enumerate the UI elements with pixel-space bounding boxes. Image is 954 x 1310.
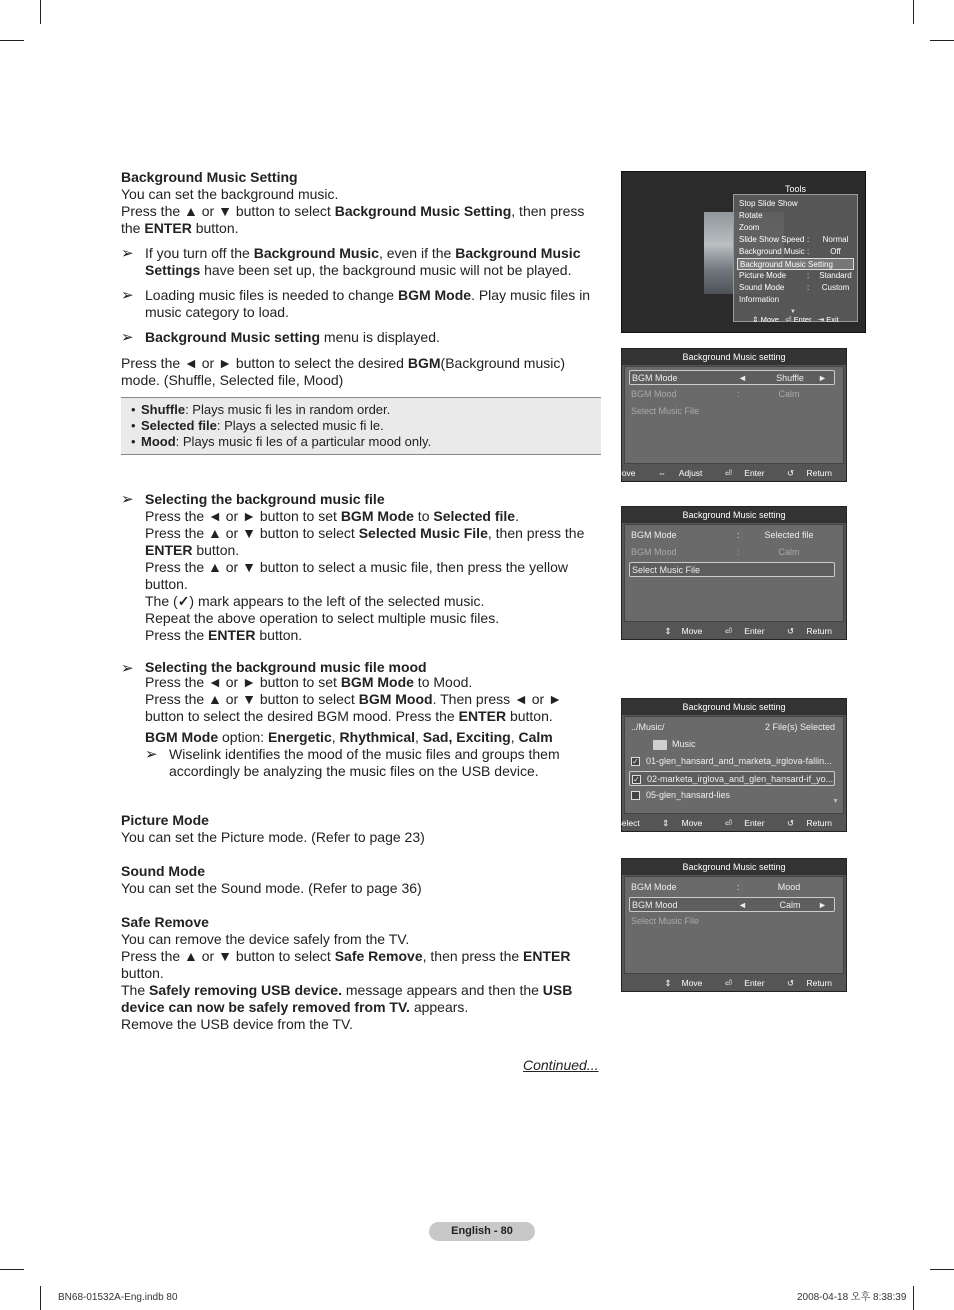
bgm-heading: Background Music Setting <box>121 169 298 185</box>
checkbox-checked-icon[interactable]: ✓ <box>632 757 639 767</box>
select-file-heading: Selecting the background music file <box>145 491 385 507</box>
crop-mark <box>0 1269 24 1270</box>
bgm-setting-screen-selected-file <box>621 506 847 640</box>
tools-menu-item[interactable]: Background Music Setting <box>737 258 854 270</box>
bgm-mode-options: BGM Mode option: Energetic, Rhythmical, Sad, Exciting, Calm <box>145 729 553 745</box>
adjust-icon: ⇔ <box>657 468 667 478</box>
bgm-mode-row: BGM Mode : Selected file <box>631 530 814 540</box>
note-loading-music: ➢ Loading music files is needed to change BGM Mode. Play music files in music category to load. <box>121 287 591 320</box>
screen-title: Background Music setting <box>622 349 846 365</box>
crop-mark <box>913 1286 914 1310</box>
crop-mark <box>40 0 41 24</box>
select-mood-heading: Selecting the background music file mood <box>145 659 427 675</box>
bgm-intro: You can set the background music. <box>121 186 339 202</box>
file-path: ../Music/ <box>631 722 665 732</box>
tools-menu-item[interactable]: Rotate <box>739 211 763 220</box>
bgm-mode-row: BGM Mode : Mood <box>631 882 801 892</box>
file-list-item[interactable]: ✓ 01-glen_hansard_and_marketa_irglova-fallin... <box>632 756 832 767</box>
bgm-mood-row[interactable]: BGM Mood ◄ Calm ► <box>629 897 835 912</box>
crop-mark <box>930 40 954 41</box>
picture-mode-heading: Picture Mode <box>121 812 209 828</box>
check-icon: ✓ <box>177 593 190 609</box>
note-bgm-off: ➢ If you turn off the Background Music, even if the Background Music Settings have been set up, the background music will not be played. <box>121 245 581 278</box>
bgm-setting-screen-mood <box>621 858 847 992</box>
mode-description-box <box>121 397 601 455</box>
select-music-file-row: Select Music File <box>631 406 700 416</box>
arrow-icon: ➢ <box>145 746 158 763</box>
bgm-setting-screen-shuffle <box>597 348 847 482</box>
main-text-column <box>121 169 601 1033</box>
right-arrow-icon[interactable]: ► <box>818 900 827 910</box>
note-wiselink: ➢ Wiselink identifies the mood of the music files and groups them accordingly be analyzing the music files on the USB device. <box>145 746 560 779</box>
move-icon: ⇕ <box>662 818 670 828</box>
move-icon: ⇕ <box>664 626 672 636</box>
tools-menu-item[interactable]: Sound Mode : Custom <box>739 283 850 292</box>
page-number-badge: English - 80 <box>429 1222 535 1241</box>
right-arrow-icon[interactable]: ► <box>818 373 827 383</box>
exit-icon: ⇥ <box>817 315 825 324</box>
return-icon: ↺ <box>786 468 795 478</box>
footer-file-info: BN68-01532A-Eng.indb 80 <box>58 1292 178 1303</box>
help-bar: ⇕ Move ⇔ Adjust ⏎ Enter ↺ Return <box>597 468 832 478</box>
tools-menu-item[interactable]: Zoom <box>739 223 760 232</box>
screen-title: Background Music setting <box>622 699 846 715</box>
mode-mood: • Mood: Plays music fi les of a particular mood only. <box>131 434 591 450</box>
enter-icon: ⏎ <box>724 626 732 636</box>
return-icon: ↺ <box>786 626 795 636</box>
bgm-select-instruction: Press the ◄ or ► button to select the desired BGM(Background music) mode. (Shuffle, Selected file, Mood) <box>121 355 566 388</box>
footer-timestamp: 2008-04-18 오후 8:38:39 <box>797 1292 907 1303</box>
picture-mode-text: You can set the Picture mode. (Refer to page 23) <box>121 829 425 845</box>
safe-remove-intro: You can remove the device safely from the TV. <box>121 931 410 947</box>
section-select-mood: ➢ Selecting the background music file mood Press the ◄ or ► button to set BGM Mode to Mood. Press the ▲ or ▼ button to select BGM Mood. Then press ◄ or ► button to select the desired BGM mood. Press the ENTER button. BGM Mode option: Energetic, Rhythmical, Sad, Exciting, Calm ➢ Wiselink identifies the mood of the music files and groups them accordingly be analyzing the music files on the USB device. <box>121 660 601 780</box>
bgm-mood-row: BGM Mood : Calm <box>631 547 800 557</box>
mode-shuffle: • Shuffle: Plays music fi les in random order. <box>131 402 591 418</box>
sound-mode-text: You can set the Sound mode. (Refer to page 36) <box>121 880 422 896</box>
crop-mark <box>0 40 24 41</box>
move-icon: ⇕ <box>664 978 672 988</box>
mode-selected-file: • Selected file: Plays a selected music fi le. <box>131 418 591 434</box>
scroll-down-icon[interactable]: ▼ <box>832 798 839 805</box>
folder-icon <box>653 740 667 750</box>
tools-menu-item[interactable]: Background Music : Off <box>739 247 841 256</box>
crop-mark <box>40 1286 41 1310</box>
arrow-icon: ➢ <box>121 660 134 677</box>
move-icon: ⇕ <box>597 468 605 478</box>
enter-icon: ⏎ <box>785 315 792 324</box>
screen-title: Background Music setting <box>622 507 846 523</box>
tools-help-bar: ⇕ Move ⏎ Enter ⇥ Exit <box>752 315 839 324</box>
arrow-icon: ➢ <box>121 287 134 304</box>
help-bar: ⇕ Move ⏎ Enter ↺ Return <box>664 978 832 988</box>
continued-link[interactable]: Continued... <box>523 1057 599 1073</box>
help-bar: ■ Select ⇕ Move ⏎ Enter ↺ Return <box>600 818 832 828</box>
crop-mark <box>913 0 914 24</box>
screen-title: Background Music setting <box>622 859 846 875</box>
tools-menu-item[interactable]: Information <box>739 295 780 304</box>
arrow-icon: ➢ <box>121 245 134 262</box>
safe-remove-instruction: Press the ▲ or ▼ button to select Safe Remove, then press the ENTER button. <box>121 948 571 981</box>
return-icon: ↺ <box>786 978 795 988</box>
left-arrow-icon[interactable]: ◄ <box>738 373 747 383</box>
help-bar: ⇕ Move ⏎ Enter ↺ Return <box>664 626 832 636</box>
arrow-icon: ➢ <box>121 329 134 346</box>
scroll-down-icon[interactable]: ▼ <box>790 309 796 315</box>
tools-menu <box>733 194 858 322</box>
selected-count: 2 File(s) Selected <box>764 722 835 732</box>
sound-mode-heading: Sound Mode <box>121 863 205 879</box>
select-icon: ■ <box>600 818 607 828</box>
select-music-file-row[interactable]: Select Music File <box>629 562 835 577</box>
note-menu-displayed: ➢ Background Music setting menu is displayed. <box>121 329 440 346</box>
music-file-list-screen <box>600 698 847 832</box>
file-list-item[interactable]: ✓ 02-marketa_irglova_and_glen_hansard-if_yo... <box>629 771 835 786</box>
enter-icon: ⏎ <box>724 978 732 988</box>
enter-icon: ⏎ <box>724 818 732 828</box>
checkbox-checked-icon[interactable]: ✓ <box>633 775 640 785</box>
crop-mark <box>930 1269 954 1270</box>
bgm-instruction: Press the ▲ or ▼ button to select Background Music Setting, then press the ENTER button. <box>121 203 585 236</box>
safe-remove-heading: Safe Remove <box>121 914 209 930</box>
safe-remove-message: The Safely removing USB device. message appears and then the USB device can now be safely removed from TV. appears. <box>121 982 573 1015</box>
enter-icon: ⏎ <box>724 468 732 478</box>
checkbox-icon[interactable] <box>631 791 640 800</box>
tools-title: Tools <box>784 184 806 194</box>
folder-row[interactable]: Music <box>629 737 835 752</box>
file-list-item[interactable]: 05-glen_hansard-lies <box>629 788 835 803</box>
left-arrow-icon[interactable]: ◄ <box>738 900 747 910</box>
section-select-file: ➢ Selecting the background music file Press the ◄ or ► button to set BGM Mode to Selected file. Press the ▲ or ▼ button to select Selected Music File, then press the ENTER button. Press the ▲ or ▼ button to select a music file, then press the yellow button. The (✓) mark appears to the left of the selected music. Repeat the above operation to select multiple music files. Press the ENTER button. <box>121 491 601 644</box>
select-music-file-row: Select Music File <box>631 916 700 926</box>
safe-remove-final: Remove the USB device from the TV. <box>121 1016 353 1032</box>
bgm-mood-row: BGM Mood : Calm <box>631 389 800 399</box>
tools-menu-item[interactable]: Picture Mode : Standard <box>739 271 852 280</box>
bgm-mode-row[interactable]: BGM Mode ◄ Shuffle ► <box>629 370 835 385</box>
return-icon: ↺ <box>786 818 795 828</box>
tools-menu-item[interactable]: Stop Slide Show <box>739 199 798 208</box>
tools-menu-item[interactable]: Slide Show Speed : Normal <box>739 235 849 244</box>
move-icon: ⇕ <box>752 315 759 324</box>
arrow-icon: ➢ <box>121 491 134 508</box>
tools-screen <box>621 171 866 333</box>
